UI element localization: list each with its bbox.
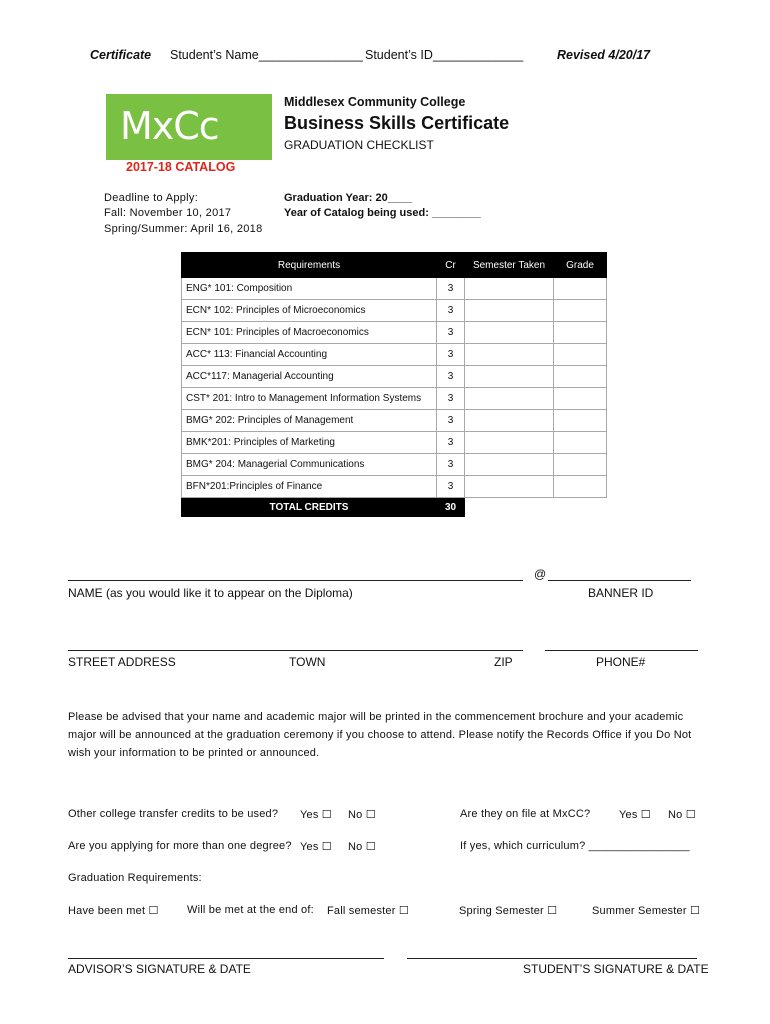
course-name: ACC* 113: Financial Accounting (182, 344, 437, 366)
name-line[interactable] (68, 580, 523, 581)
course-credits: 3 (437, 278, 465, 300)
catalog-year: 2017-18 CATALOG (126, 160, 236, 174)
total-label: TOTAL CREDITS (182, 498, 437, 517)
course-name: ECN* 101: Principles of Macroeconomics (182, 322, 437, 344)
transfer-question: Other college transfer credits to be used? (68, 808, 279, 820)
zip-label: ZIP (494, 655, 513, 669)
spring-semester-checkbox[interactable]: Spring Semester ☐ (459, 905, 558, 917)
semester-cell[interactable] (465, 322, 554, 344)
semester-cell[interactable] (465, 366, 554, 388)
mxcc-logo (106, 94, 272, 160)
table-header-row (182, 253, 607, 278)
grade-cell[interactable] (554, 300, 607, 322)
course-credits: 3 (437, 410, 465, 432)
catalog-year-field[interactable]: Year of Catalog being used: ________ (284, 207, 481, 219)
on-file-yes-checkbox[interactable]: Yes ☐ (619, 809, 651, 821)
transfer-no-checkbox[interactable]: No ☐ (348, 809, 376, 821)
header-requirements: Requirements (182, 253, 437, 278)
table-row (182, 454, 607, 476)
graduation-requirements-label: Graduation Requirements: (68, 872, 202, 884)
requirements-table (181, 252, 607, 517)
header-semester: Semester Taken (465, 253, 554, 278)
course-credits: 3 (437, 476, 465, 498)
grade-cell[interactable] (554, 476, 607, 498)
semester-cell[interactable] (465, 388, 554, 410)
certificate-label: Certificate (90, 48, 152, 62)
total-row (182, 498, 607, 517)
degree-no-checkbox[interactable]: No ☐ (348, 841, 376, 853)
deadline-spring: Spring/Summer: April 16, 2018 (104, 223, 263, 235)
been-met-checkbox[interactable]: Have been met ☐ (68, 905, 159, 917)
grade-cell[interactable] (554, 432, 607, 454)
total-spacer (554, 498, 607, 517)
course-name: ECN* 102: Principles of Microeconomics (182, 300, 437, 322)
town-label: TOWN (289, 655, 326, 669)
grade-cell[interactable] (554, 322, 607, 344)
grade-cell[interactable] (554, 278, 607, 300)
table-row (182, 432, 607, 454)
semester-cell[interactable] (465, 454, 554, 476)
header-grade: Grade (554, 253, 607, 278)
page-subtitle: GRADUATION CHECKLIST (284, 138, 434, 152)
table-row (182, 388, 607, 410)
semester-cell[interactable] (465, 300, 554, 322)
graduation-year-field[interactable]: Graduation Year: 20____ (284, 192, 413, 204)
header-cr: Cr (437, 253, 465, 278)
grade-cell[interactable] (554, 344, 607, 366)
course-credits: 3 (437, 432, 465, 454)
street-label: STREET ADDRESS (68, 655, 176, 669)
logo-text: MxCc (120, 104, 219, 148)
table-row (182, 322, 607, 344)
table-row (182, 278, 607, 300)
semester-cell[interactable] (465, 410, 554, 432)
grade-cell[interactable] (554, 454, 607, 476)
deadline-fall: Fall: November 10, 2017 (104, 207, 232, 219)
on-file-question: Are they on file at MxCC? (460, 808, 591, 820)
on-file-no-checkbox[interactable]: No ☐ (668, 809, 696, 821)
course-name: BMG* 204: Managerial Communications (182, 454, 437, 476)
course-name: CST* 201: Intro to Management Information Systems (182, 388, 437, 410)
revised-date: Revised 4/20/17 (557, 48, 651, 62)
banner-id-label: BANNER ID (588, 586, 654, 600)
student-signature-line[interactable] (407, 958, 697, 959)
semester-cell[interactable] (465, 476, 554, 498)
course-credits: 3 (437, 454, 465, 476)
semester-cell[interactable] (465, 432, 554, 454)
more-degree-question: Are you applying for more than one degree? (68, 840, 292, 852)
college-name: Middlesex Community College (284, 95, 466, 109)
table-row (182, 366, 607, 388)
transfer-yes-checkbox[interactable]: Yes ☐ (300, 809, 332, 821)
student-id-field[interactable]: Student’s ID_____________ (365, 48, 524, 62)
course-name: BMG* 202: Principles of Management (182, 410, 437, 432)
course-credits: 3 (437, 344, 465, 366)
course-name: ACC*117: Managerial Accounting (182, 366, 437, 388)
course-credits: 3 (437, 322, 465, 344)
address-line[interactable] (68, 650, 523, 651)
student-name-field[interactable]: Student’s Name_______________ (170, 48, 363, 62)
summer-semester-checkbox[interactable]: Summer Semester ☐ (592, 905, 701, 917)
course-name: BFN*201:Principles of Finance (182, 476, 437, 498)
at-sign: @ (534, 567, 547, 581)
course-name: ENG* 101: Composition (182, 278, 437, 300)
grade-cell[interactable] (554, 410, 607, 432)
course-credits: 3 (437, 300, 465, 322)
semester-cell[interactable] (465, 344, 554, 366)
records-notice: Please be advised that your name and academic major will be printed in the commencement brochure and your academic major will be announced at the graduation ceremony if you choose to attend. Please notify the Records Office if you Do Not wish your information to be printed or announced. (68, 711, 692, 759)
student-signature-label: STUDENT’S SIGNATURE & DATE (523, 962, 709, 976)
table-row (182, 476, 607, 498)
will-be-met-label: Will be met at the end of: (187, 904, 314, 916)
degree-yes-checkbox[interactable]: Yes ☐ (300, 841, 332, 853)
phone-line[interactable] (545, 650, 698, 651)
banner-id-line[interactable] (548, 580, 691, 581)
advisor-signature-label: ADVISOR’S SIGNATURE & DATE (68, 962, 251, 976)
fall-semester-checkbox[interactable]: Fall semester ☐ (327, 905, 409, 917)
table-row (182, 344, 607, 366)
grade-cell[interactable] (554, 388, 607, 410)
table-row (182, 300, 607, 322)
grade-cell[interactable] (554, 366, 607, 388)
course-credits: 3 (437, 366, 465, 388)
name-label: NAME (as you would like it to appear on the Diploma) (68, 586, 353, 600)
course-credits: 3 (437, 388, 465, 410)
advisor-signature-line[interactable] (68, 958, 384, 959)
semester-cell[interactable] (465, 278, 554, 300)
total-value: 30 (437, 498, 465, 517)
deadline-title: Deadline to Apply: (104, 192, 199, 204)
table-row (182, 410, 607, 432)
phone-label: PHONE# (596, 655, 646, 669)
which-curriculum-field[interactable]: If yes, which curriculum? ________________ (460, 840, 690, 852)
course-name: BMK*201: Principles of Marketing (182, 432, 437, 454)
page-title: Business Skills Certificate (284, 113, 510, 133)
total-spacer (465, 498, 554, 517)
